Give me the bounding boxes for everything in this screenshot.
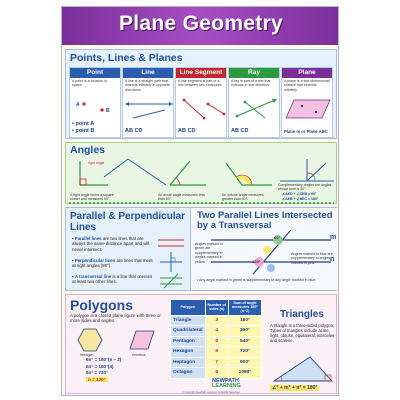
section-title: Two Parallel Lines Intersected by a Transversal — [197, 210, 333, 231]
section-title: Angles — [70, 144, 106, 156]
angle-b-label: 120° — [252, 259, 261, 264]
table-cell: 540° — [228, 336, 261, 347]
hexagon-label: hexagon — [80, 353, 94, 357]
table-cell: 3 — [205, 315, 228, 326]
parallel-diagram — [156, 234, 186, 290]
triangle-diagram — [270, 355, 336, 383]
col-example: • point A • point B — [72, 121, 95, 134]
col-header: Line — [123, 68, 173, 78]
equation-result: n = 120° — [88, 376, 106, 382]
polygon-definition: A polygon is a closed plane figure with three or more sides and angles. — [70, 313, 161, 324]
table-header-row — [171, 300, 262, 316]
table-cell: 360° — [228, 326, 261, 337]
table-cell: 5 — [205, 336, 228, 347]
triangle-equation: ∠° + m° + n° = 180° — [272, 385, 318, 391]
lines-section — [65, 207, 337, 291]
angle-equation-1: ∠AED + ∠CEB = 90° — [282, 192, 317, 196]
polygon-equations — [86, 357, 121, 383]
complementary-text: Complementary angles are angles whose sum is 90°. — [278, 183, 332, 192]
table-cell: 1080° — [228, 368, 261, 379]
table-cell: Pentagon — [171, 336, 206, 347]
line-n-label: n — [330, 256, 335, 263]
section-title: Polygons — [70, 297, 134, 313]
col-example: Plane m or Plane ABC — [284, 129, 328, 134]
bullet-term: Perpendicular lines — [74, 258, 116, 263]
angles-section — [65, 142, 337, 204]
table-header: Number of sides (n) — [205, 300, 228, 316]
equation-line: 6n° = 180°(4) — [86, 363, 114, 369]
table-cell: 720° — [228, 347, 261, 358]
table-cell: 6 — [205, 347, 228, 358]
col-text: A line segment is part of a line between two endpoints. — [178, 79, 223, 88]
transversal-panel — [190, 208, 337, 290]
table-row — [171, 326, 262, 337]
table-row — [171, 336, 262, 347]
right-angle-text: A right angle forms a square corner and measures 90°. — [70, 193, 114, 202]
col-point — [69, 67, 121, 138]
table-cell: 180° — [228, 315, 261, 326]
right-angle-label: right angle — [88, 161, 105, 165]
transversal-note-bottom: • Any angle marked in green is supplementary to any angle marked in blue. — [197, 278, 317, 282]
section-title: Parallel & Perpendicular Lines — [70, 211, 186, 233]
title-bar — [62, 7, 339, 45]
bullet-term: A transversal line — [74, 274, 112, 279]
col-example: AB CD — [231, 128, 249, 134]
col-line — [122, 67, 174, 138]
transversal-bullet: • A transversal line is a line that crosses at least two other lines. — [72, 274, 153, 285]
angle-equation-2: ∠AEB + ∠BEC = 180° — [282, 197, 319, 201]
angle-a-label: 60° — [274, 235, 281, 240]
table-cell: 8 — [205, 368, 228, 379]
definition-columns — [69, 67, 333, 138]
table-cell: Hexagon — [171, 347, 206, 358]
table-cell: 900° — [228, 357, 261, 368]
polygon-table — [170, 299, 262, 379]
col-header: Ray — [229, 68, 279, 78]
col-header: Line Segment — [176, 68, 226, 78]
table-row — [171, 315, 262, 326]
triangle-definition: A triangle is a three-sided polygon. Types of triangles include acute, right, obtuse, equilateral, isosceles and scalene. — [270, 323, 335, 343]
col-example: AB CD — [125, 128, 143, 134]
bullet-text: are lines that meet at right angles (90°). — [72, 258, 153, 269]
transversal-note-left: Angles marked in green are supplementary to angles marked in yellow. — [195, 242, 223, 264]
rhombus-label: rhombus — [132, 353, 146, 357]
line-diagram — [125, 96, 173, 120]
col-text: A plane is a two-dimensional surface that extends infinitely. — [284, 79, 330, 92]
table-cell: Quadrilateral — [171, 326, 206, 337]
col-plane — [281, 67, 333, 138]
table-row — [171, 357, 262, 368]
bullet-term: Parallel lines — [74, 236, 102, 241]
page-title: Plane Geometry — [118, 12, 284, 35]
dotted-divider — [68, 202, 334, 204]
perpendicular-bullet: • Perpendicular lines are lines that meet at right angles (90°). — [72, 258, 153, 269]
poster — [61, 6, 339, 396]
points-lines-planes-section — [65, 49, 337, 139]
segment-diagram — [178, 96, 226, 120]
table-header: Polygon — [171, 300, 206, 316]
equation-line: 6n° = 180°(6 − 2) — [86, 357, 122, 362]
equation-line: 6n° = 720° — [86, 370, 108, 376]
ray-diagram — [231, 96, 279, 120]
parallel-perpendicular-panel — [66, 208, 188, 290]
triangles-title: Triangles — [280, 309, 324, 320]
table-cell: Octagon — [171, 368, 206, 379]
bullet-text: are two lines that are always the same distance apart and will never intersect. — [72, 236, 150, 252]
col-header: Plane — [282, 68, 332, 78]
logo-text-bottom: LEARNING — [212, 383, 241, 389]
table-row — [171, 368, 262, 379]
col-text: A point is a location in space. — [72, 79, 107, 88]
col-text: A line is a straight path that extends infinitely in opposite directions. — [125, 79, 170, 92]
copyright-text: © Copyright NewPath Learning. All Rights Reserved. — [182, 391, 241, 394]
table-row — [171, 347, 262, 358]
svg-text:A: A — [76, 102, 80, 108]
table-header: Sum of angle measures 180°(n−2) — [228, 300, 261, 316]
table-cell: 7 — [205, 357, 228, 368]
table-cell: Triangle — [171, 315, 206, 326]
col-ray — [228, 67, 280, 138]
parallel-bullet: • Parallel lines are two lines that are always the same distance apart and will never intersect. — [72, 236, 150, 252]
section-title: Points, Lines & Planes — [70, 52, 183, 64]
line-m-label: m — [330, 234, 337, 241]
col-line-segment — [175, 67, 227, 138]
col-text: A ray is part of a line that extends in one direction. — [231, 79, 271, 88]
logo-text-top: NEWPATH — [212, 378, 239, 384]
polygons-section — [65, 294, 337, 394]
col-header: Point — [70, 68, 120, 78]
transversal-note-right: Angles marked in blue are supplementary to angles marked in pink. — [291, 252, 333, 265]
point-diagram — [72, 96, 120, 118]
table-cell: Heptagon — [171, 357, 206, 368]
newpath-logo — [212, 379, 241, 389]
table-cell: 4 — [205, 326, 228, 337]
obtuse-angle-text: An obtuse angle measures greater than 90°. — [222, 193, 264, 202]
bullet-text: is a line that crosses at least two other lines. — [72, 274, 153, 285]
svg-text:B: B — [106, 108, 110, 114]
plane-diagram — [284, 96, 332, 120]
col-example: AB CD — [178, 128, 196, 134]
acute-angle-text: An acute angle measures less than 90°. — [158, 193, 205, 202]
